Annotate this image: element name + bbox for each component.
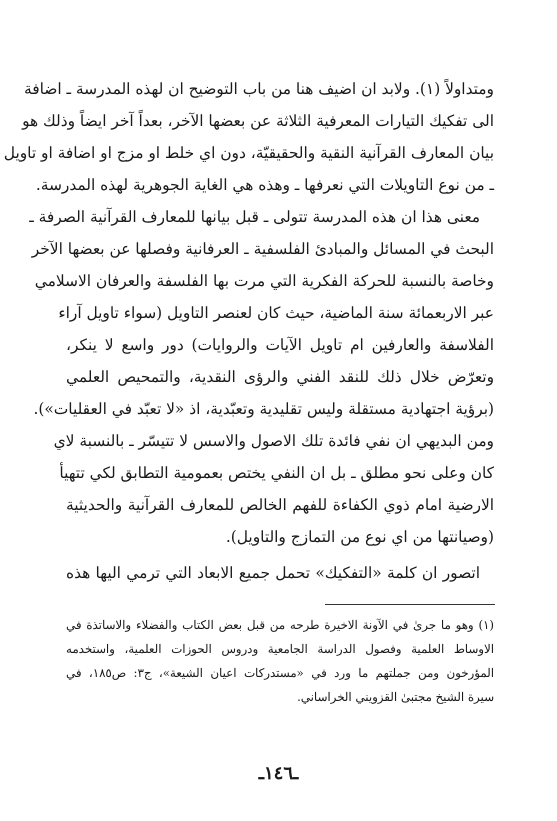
- body-line-12: ومن البديهي ان نفي فائدة تلك الاصول والاسس لا تتيسّر ـ بالنسبة لاي: [53, 432, 494, 450]
- body-line-8: عبر الاربعمائة سنة الماضية، حيث كان لعنصر التاويل (سواء تاويل آراء: [58, 304, 494, 322]
- footnote-line-3: المؤرخون ومن جملتهم ما ورد في «مستدركات اعيان الشيعة»، ج٣: ص١٨٥، في: [66, 666, 494, 680]
- page-number: ـ١٤٦ـ: [258, 763, 299, 784]
- footnote-line-2: الاوساط العلمية وفصول الدراسة الجامعية ودروس الحوزات العلمية، واستخدمه: [66, 642, 494, 656]
- body-line-14: الارضية امام ذوي الكفاءة للفهم الخالص للمعارف القرآنية والحديثية: [66, 496, 494, 514]
- body-line-7: وخاصة بالنسبة للحركة الفكرية التي مرت بها الفلسفة والعرفان الاسلامي: [34, 272, 494, 290]
- body-line-3: بيان المعارف القرآنية النقية والحقيقيّة، دون اي خلط او مزج او اضافة او تاويل: [3, 144, 494, 162]
- body-line-2: الى تفكيك التيارات المعرفية الثلاثة عن بعضها الآخر، بعداً آخر ايضاً وذلك هو: [22, 112, 494, 130]
- body-line-16: اتصور ان كلمة «التفكيك» تحمل جميع الابعاد التي ترمي اليها هذه: [66, 564, 480, 582]
- footnote-line-1: (١) وهو ما جرىٰ في الآونة الاخيرة طرحه من قبل بعض الكتاب والفضلاء والاساتذة في: [66, 618, 494, 632]
- body-line-13: كان وعلى نحو مطلق ـ بل ان النفي يختص بعمومية التطابق لكي تتهيأ: [59, 464, 494, 482]
- body-line-11: (برؤية اجتهادية مستقلة وليس تقليدية وتعبّدية، اذ «لا تعبّد في العقليات»).: [33, 400, 494, 418]
- body-line-5: معنى هذا ان هذه المدرسة تتولى ـ قبل بيانها للمعارف القرآنية الصرفة ـ: [29, 208, 480, 226]
- footnote-separator: [325, 604, 495, 605]
- body-line-6: البحث في المسائل والمبادئ الفلسفية ـ العرفانية وفصلها عن بعضها الآخر: [31, 240, 494, 258]
- body-line-1: ومتداولاً (١). ولابد ان اضيف هنا من باب التوضيح ان لهذه المدرسة ـ اضافة: [23, 80, 494, 98]
- body-line-9: الفلاسفة والعارفين ام تاويل الآيات والروايات) دور واسع لا ينكر،: [66, 336, 494, 354]
- body-line-15: (وصيانتها من اي نوع من التمازج والتاويل).: [225, 528, 494, 546]
- footnote-line-4: سيرة الشيخ مجتبىٰ القزويني الخراساني.: [297, 690, 494, 704]
- body-line-10: وتعرّض خلال ذلك للنقد الفني والرؤى النقدية، والتمحيص العلمي: [66, 368, 494, 386]
- body-line-4: ـ من نوع التاويلات التي نعرفها ـ وهذه هي الغاية الجوهرية لهذه المدرسة.: [35, 176, 494, 194]
